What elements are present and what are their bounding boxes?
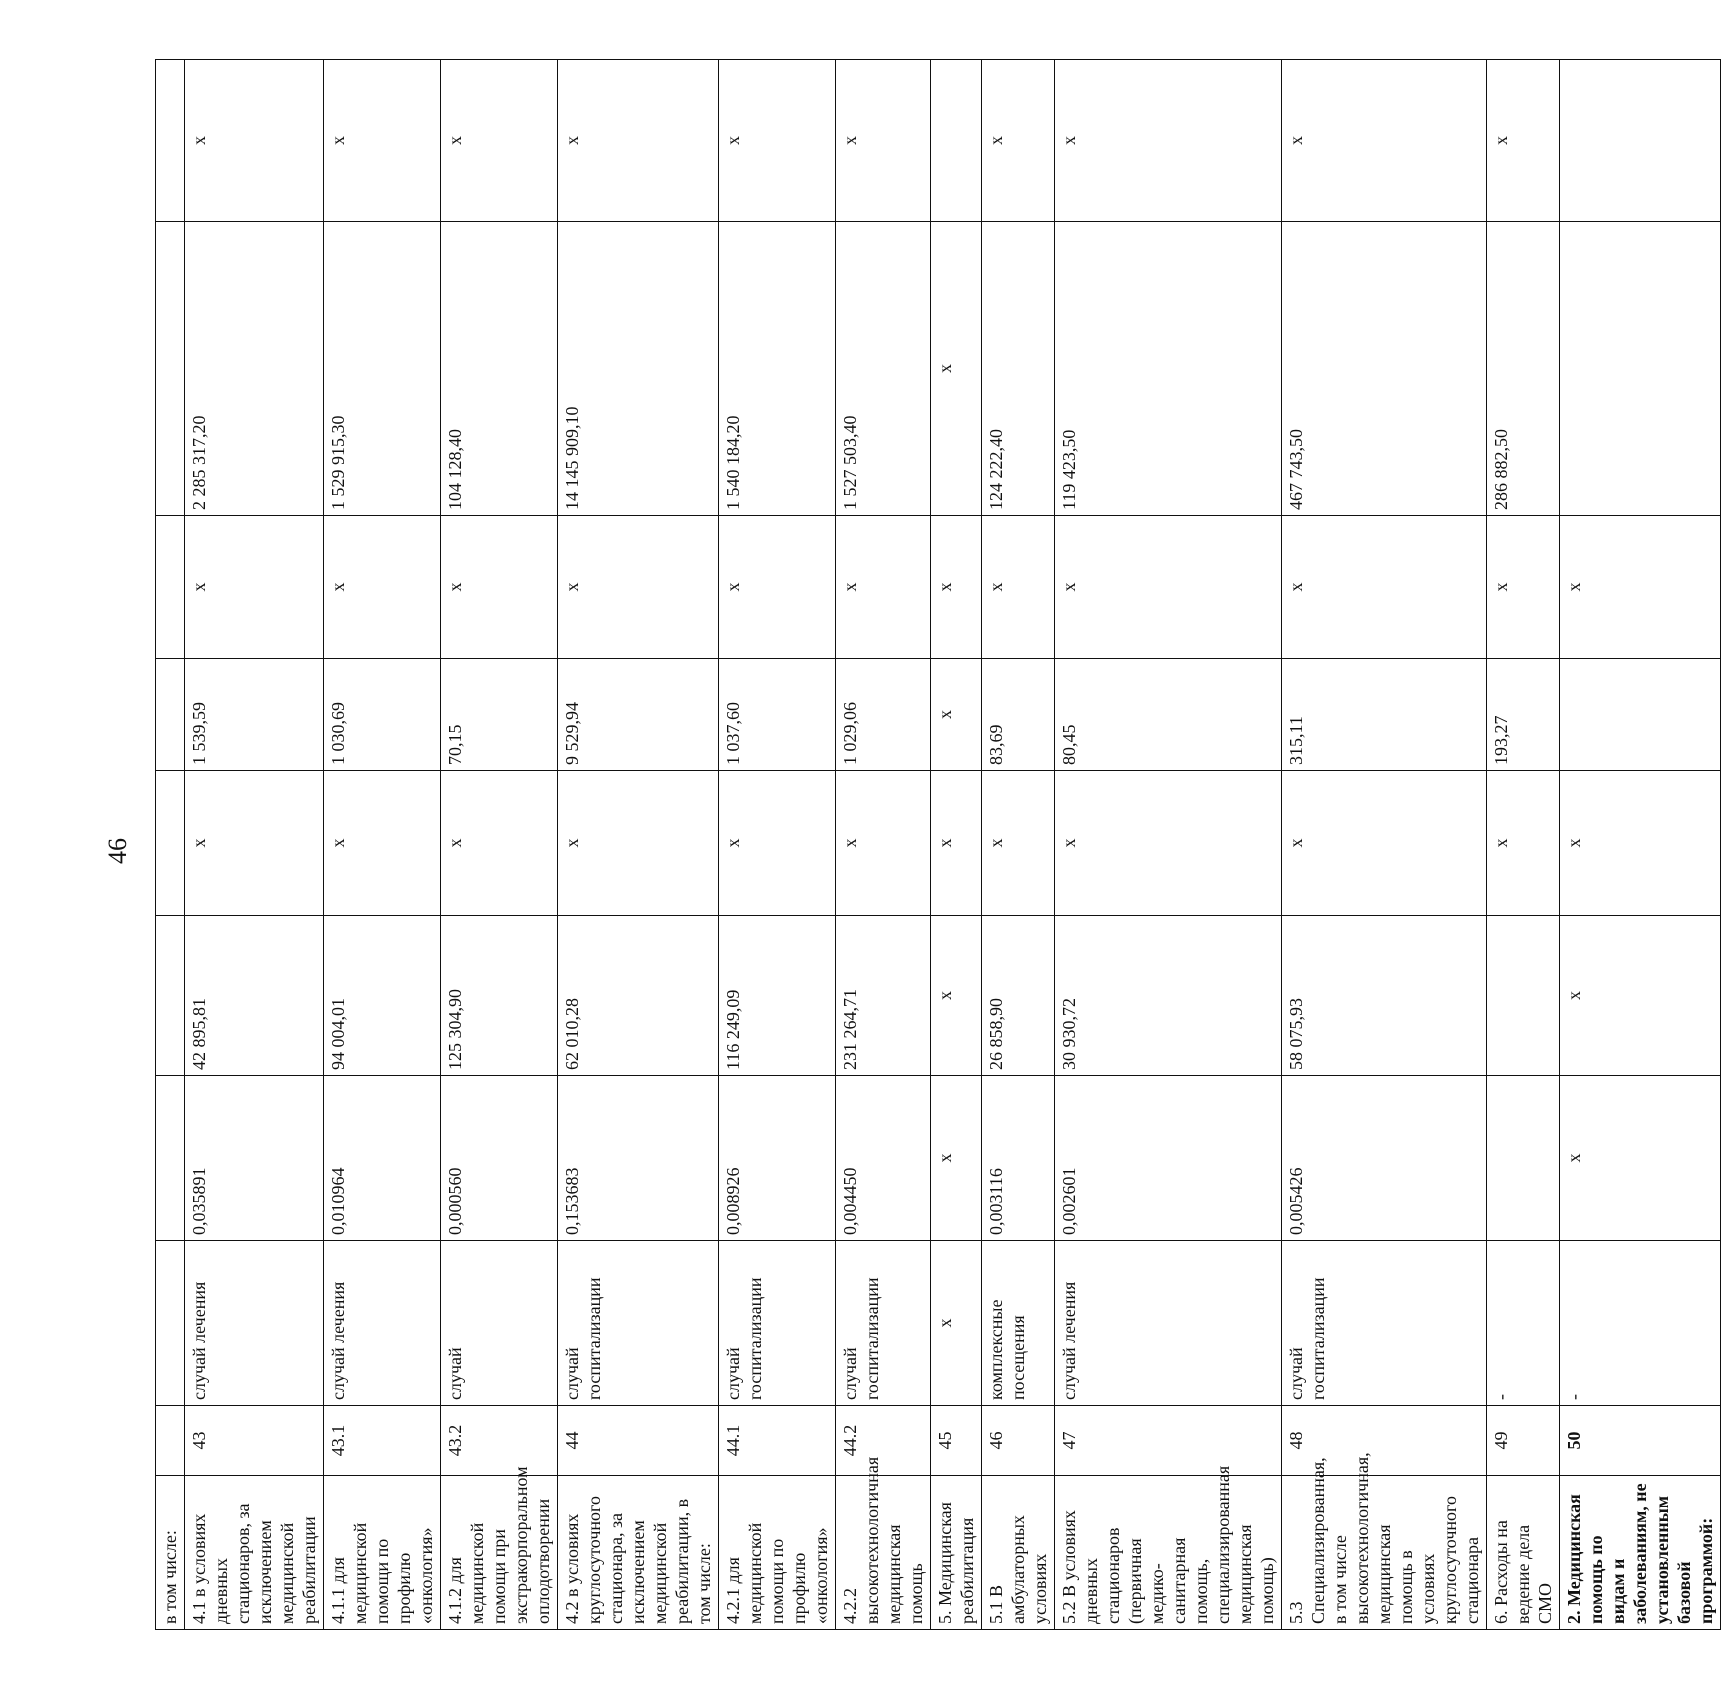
value-cell: х — [1055, 771, 1282, 916]
value-cell: х — [931, 771, 982, 916]
row-number: 44 — [558, 1406, 719, 1476]
table-cell — [156, 1076, 185, 1241]
row-number: 44.2 — [836, 1406, 931, 1476]
unit-cell: случай лечения — [1055, 1241, 1282, 1406]
cost-per-unit-cell: 94 004,01 — [324, 916, 441, 1076]
value-cell: х — [185, 516, 324, 659]
per-capita-cell: 1 029,06 — [836, 659, 931, 771]
row-number: 43.1 — [324, 1406, 441, 1476]
per-capita-cell: 193,27 — [1487, 659, 1560, 771]
norm-cell: 0,000560 — [441, 1076, 558, 1241]
total-cell: 124 222,40 — [982, 222, 1055, 516]
cost-per-unit-cell: 116 249,09 — [719, 916, 836, 1076]
table-row — [558, 60, 719, 1630]
value-cell: х — [1055, 60, 1282, 222]
unit-cell: х — [931, 1241, 982, 1406]
header-label: в том числе: — [156, 1476, 185, 1630]
unit-cell: случай госпитализации — [719, 1241, 836, 1406]
total-cell: 119 423,50 — [1055, 222, 1282, 516]
row-number: 49 — [1487, 1406, 1560, 1476]
row-label: 4.2.2 высокотехнологичная медицинская помощь — [836, 1476, 931, 1630]
row-number: 43.2 — [441, 1406, 558, 1476]
unit-cell: случай — [441, 1241, 558, 1406]
table-row — [719, 60, 836, 1630]
row-label: 4.2 в условиях круглосуточного стационара, за исключением медицинской реабилитации, в том числе: — [558, 1476, 719, 1630]
per-capita-cell: 83,69 — [982, 659, 1055, 771]
total-cell: 2 285 317,20 — [185, 222, 324, 516]
row-number: 50 — [1560, 1406, 1721, 1476]
row-label: 4.1.1 для медицинской помощи по профилю «онкология» — [324, 1476, 441, 1630]
row-number: 47 — [1055, 1406, 1282, 1476]
norm-cell: 0,008926 — [719, 1076, 836, 1241]
value-cell: х — [441, 771, 558, 916]
table-row — [1560, 60, 1721, 1630]
row-label: 5.3 Специализированная, в том числе высокотехнологичная, медицинская помощь в условиях круглосуточного стационара — [1282, 1476, 1487, 1630]
total-cell: 1 529 915,30 — [324, 222, 441, 516]
norm-cell: 0,153683 — [558, 1076, 719, 1241]
cost-per-unit-cell: 62 010,28 — [558, 916, 719, 1076]
value-cell: х — [185, 60, 324, 222]
norm-cell: х — [1560, 1076, 1721, 1241]
table-row — [982, 60, 1055, 1630]
total-cell: 1 527 503,40 — [836, 222, 931, 516]
value-cell — [1560, 60, 1721, 222]
row-label: 4.1 в условиях дневных стационаров, за исключением медицинской реабилитации — [185, 1476, 324, 1630]
table-row — [324, 60, 441, 1630]
norm-cell: 0,005426 — [1282, 1076, 1487, 1241]
cost-per-unit-cell: 231 264,71 — [836, 916, 931, 1076]
value-cell — [931, 60, 982, 222]
table-cell — [156, 516, 185, 659]
total-cell: 104 128,40 — [441, 222, 558, 516]
table-cell — [156, 771, 185, 916]
value-cell: х — [719, 516, 836, 659]
norm-cell: 0,003116 — [982, 1076, 1055, 1241]
total-cell: 467 743,50 — [1282, 222, 1487, 516]
value-cell: х — [931, 516, 982, 659]
unit-cell: комплексные посещения — [982, 1241, 1055, 1406]
per-capita-cell — [1560, 659, 1721, 771]
row-label: 5.2 В условиях дневных стационаров (первичная медико-санитарная помощь, специализированная медицинская помощь) — [1055, 1476, 1282, 1630]
value-cell: х — [1487, 60, 1560, 222]
value-cell: х — [1055, 516, 1282, 659]
value-cell: х — [982, 771, 1055, 916]
rotated-table-container — [155, 60, 1716, 1630]
value-cell: х — [1282, 771, 1487, 916]
per-capita-cell: х — [931, 659, 982, 771]
row-number: 46 — [982, 1406, 1055, 1476]
value-cell: х — [1487, 771, 1560, 916]
value-cell: х — [719, 60, 836, 222]
row-label: 5. Медицинская реабилитация — [931, 1476, 982, 1630]
total-cell: 286 882,50 — [1487, 222, 1560, 516]
table-cell — [156, 1406, 185, 1476]
table-row — [1055, 60, 1282, 1630]
cost-per-unit-cell: 42 895,81 — [185, 916, 324, 1076]
row-label: 4.2.1 для медицинской помощи по профилю «онкология» — [719, 1476, 836, 1630]
value-cell: х — [558, 60, 719, 222]
per-capita-cell: 1 037,60 — [719, 659, 836, 771]
value-cell: х — [558, 516, 719, 659]
cost-per-unit-cell: х — [931, 916, 982, 1076]
unit-cell: случай госпитализации — [836, 1241, 931, 1406]
value-cell: х — [719, 771, 836, 916]
unit-cell: - — [1487, 1241, 1560, 1406]
table-row — [1487, 60, 1560, 1630]
value-cell: х — [441, 516, 558, 659]
value-cell: х — [982, 516, 1055, 659]
norm-cell — [1487, 1076, 1560, 1241]
unit-cell: - — [1560, 1241, 1721, 1406]
per-capita-cell: 1 030,69 — [324, 659, 441, 771]
unit-cell: случай лечения — [185, 1241, 324, 1406]
per-capita-cell: 9 529,94 — [558, 659, 719, 771]
total-cell: 14 145 909,10 — [558, 222, 719, 516]
table-cell — [156, 222, 185, 516]
value-cell: х — [1560, 516, 1721, 659]
norm-cell: 0,010964 — [324, 1076, 441, 1241]
table-row — [1282, 60, 1487, 1630]
cost-per-unit-cell: 30 930,72 — [1055, 916, 1282, 1076]
cost-per-unit-cell: х — [1560, 916, 1721, 1076]
value-cell: х — [185, 771, 324, 916]
per-capita-cell: 70,15 — [441, 659, 558, 771]
value-cell: х — [1282, 516, 1487, 659]
row-number: 44.1 — [719, 1406, 836, 1476]
row-label: 6. Расходы на ведение дела СМО — [1487, 1476, 1560, 1630]
row-number: 48 — [1282, 1406, 1487, 1476]
data-table — [155, 59, 1721, 1630]
table-row — [931, 60, 982, 1630]
norm-cell: 0,002601 — [1055, 1076, 1282, 1241]
value-cell: х — [558, 771, 719, 916]
per-capita-cell: 80,45 — [1055, 659, 1282, 771]
total-cell: х — [931, 222, 982, 516]
cost-per-unit-cell: 58 075,93 — [1282, 916, 1487, 1076]
value-cell: х — [1282, 60, 1487, 222]
value-cell: х — [1487, 516, 1560, 659]
total-cell: 1 540 184,20 — [719, 222, 836, 516]
unit-cell: случай госпитализации — [1282, 1241, 1487, 1406]
value-cell: х — [1560, 771, 1721, 916]
table-cell — [156, 60, 185, 222]
unit-cell: случай госпитализации — [558, 1241, 719, 1406]
total-cell — [1560, 222, 1721, 516]
table-row — [185, 60, 324, 1630]
row-number: 45 — [931, 1406, 982, 1476]
value-cell: х — [324, 516, 441, 659]
row-number: 43 — [185, 1406, 324, 1476]
unit-cell: случай лечения — [324, 1241, 441, 1406]
table-row — [836, 60, 931, 1630]
row-label: 4.1.2 для медицинской помощи при экстракорпоральном оплодотворении — [441, 1476, 558, 1630]
table-header-row — [156, 60, 185, 1630]
row-label: 2. Медицинская помощь по видам и заболеваниям, не установленным базовой программой: — [1560, 1476, 1721, 1630]
value-cell: х — [836, 771, 931, 916]
per-capita-cell: 1 539,59 — [185, 659, 324, 771]
value-cell: х — [324, 60, 441, 222]
per-capita-cell: 315,11 — [1282, 659, 1487, 771]
row-label: 5.1 В амбулаторных условиях — [982, 1476, 1055, 1630]
value-cell: х — [324, 771, 441, 916]
value-cell: х — [836, 60, 931, 222]
norm-cell: 0,004450 — [836, 1076, 931, 1241]
table-cell — [156, 659, 185, 771]
norm-cell: 0,035891 — [185, 1076, 324, 1241]
table-row — [441, 60, 558, 1630]
cost-per-unit-cell: 125 304,90 — [441, 916, 558, 1076]
table-cell — [156, 916, 185, 1076]
cost-per-unit-cell — [1487, 916, 1560, 1076]
cost-per-unit-cell: 26 858,90 — [982, 916, 1055, 1076]
value-cell: х — [836, 516, 931, 659]
table-cell — [156, 1241, 185, 1406]
value-cell: х — [982, 60, 1055, 222]
page-number: 46 — [103, 838, 132, 864]
norm-cell: х — [931, 1076, 982, 1241]
value-cell: х — [441, 60, 558, 222]
